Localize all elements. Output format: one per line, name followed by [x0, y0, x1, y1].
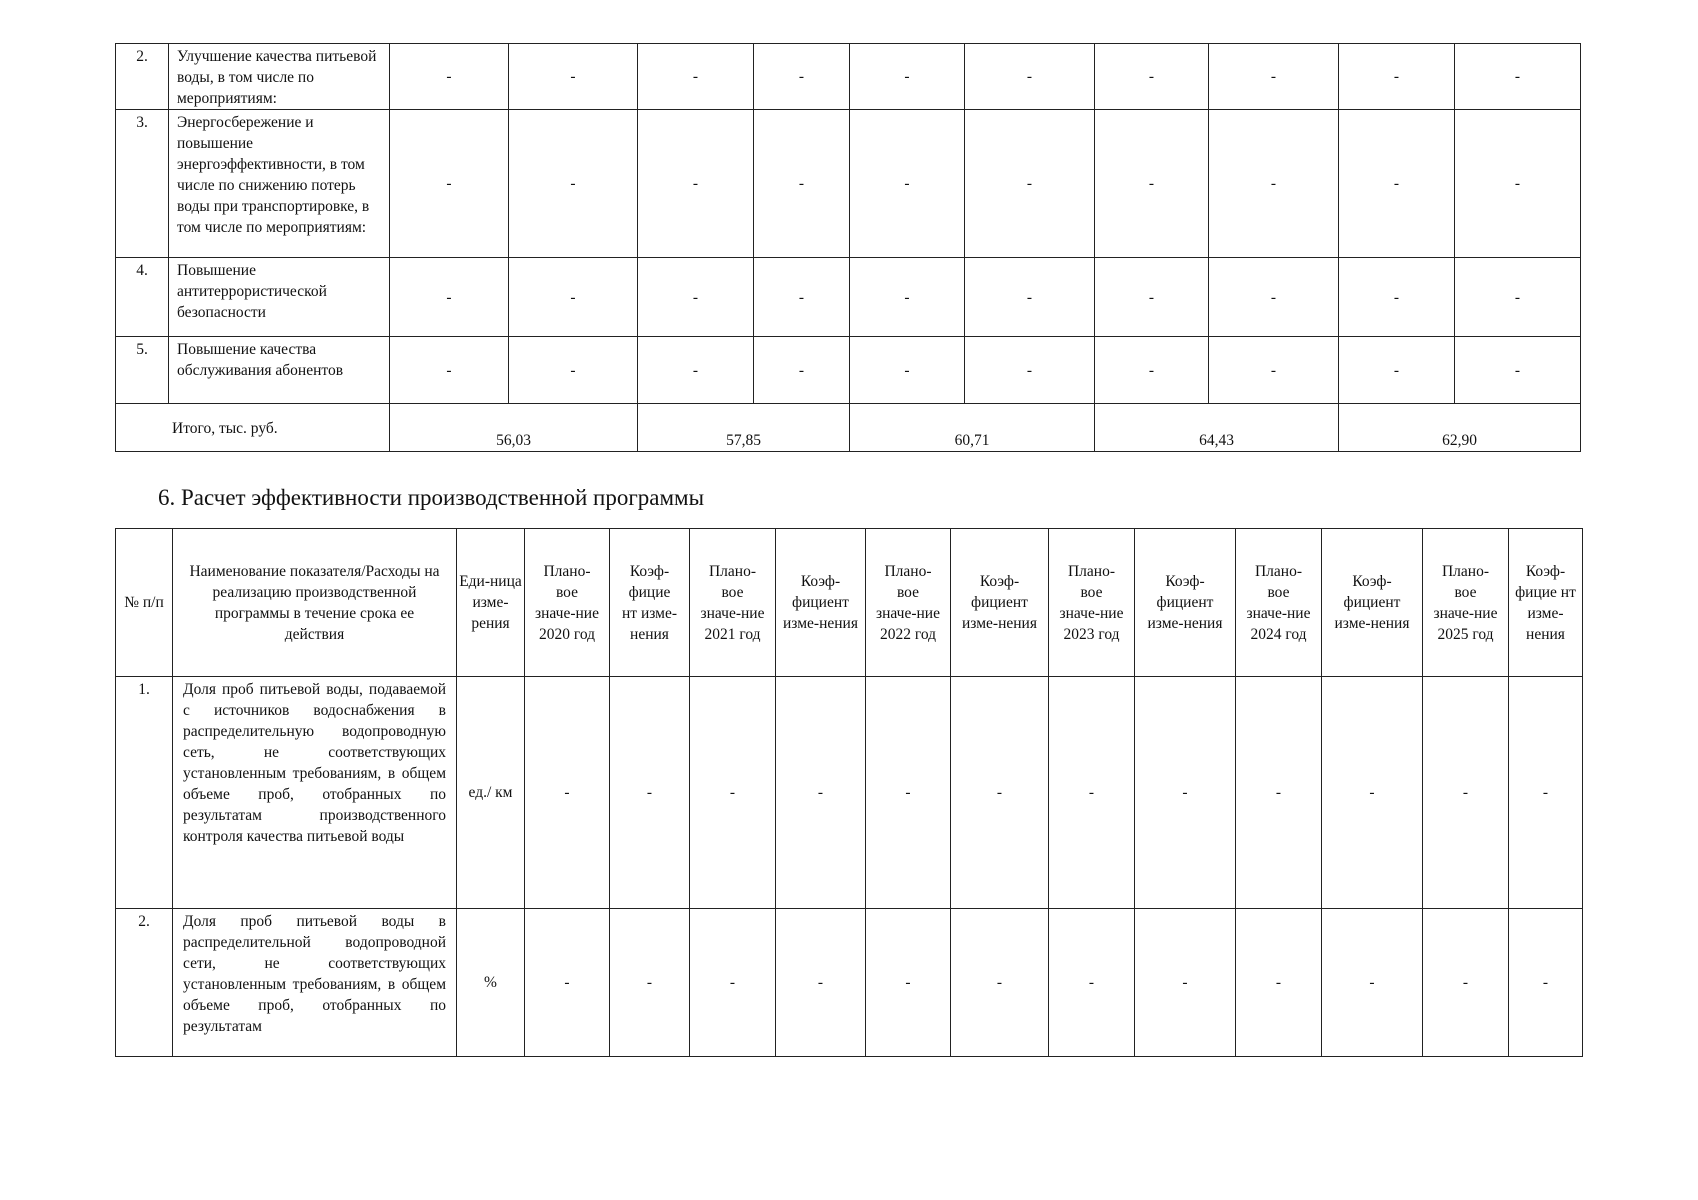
table-cell: - — [1209, 44, 1339, 110]
table-row — [116, 909, 1583, 1057]
total-value: 56,03 — [390, 404, 638, 452]
table-cell: - — [866, 677, 951, 909]
table-cell: - — [1423, 677, 1509, 909]
header-coef-2025: Коэф-фицие нт изме-нения — [1509, 529, 1583, 677]
table-cell: - — [965, 258, 1095, 337]
table-cell: - — [1322, 677, 1423, 909]
table-cell: - — [525, 909, 610, 1057]
table-cell: - — [1209, 337, 1339, 404]
table-cell: - — [1049, 677, 1135, 909]
table-cell: - — [610, 677, 690, 909]
table-cell: - — [509, 110, 638, 258]
table-cell: - — [638, 44, 754, 110]
expenses-table — [115, 43, 1581, 452]
table-cell: - — [1049, 909, 1135, 1057]
header-coef-2022: Коэф-фициент изме-нения — [951, 529, 1049, 677]
total-value: 62,90 — [1339, 404, 1581, 452]
table-cell: - — [1455, 110, 1581, 258]
table-cell: - — [776, 909, 866, 1057]
header-coef-2024: Коэф-фициент изме-нения — [1322, 529, 1423, 677]
row-name: Повышение качества обслуживания абонентов — [169, 337, 390, 404]
row-name: Повышение антитеррористической безопасности — [169, 258, 390, 337]
table-cell: - — [690, 677, 776, 909]
header-plan-2025: Плано-вое значе-ние 2025 год — [1423, 529, 1509, 677]
table-cell: - — [776, 677, 866, 909]
table-cell: - — [1135, 677, 1236, 909]
total-value: 64,43 — [1095, 404, 1339, 452]
table-cell: - — [1455, 258, 1581, 337]
table-cell: - — [390, 110, 509, 258]
table-cell: - — [951, 909, 1049, 1057]
row-unit: ед./ км — [457, 677, 525, 909]
table-cell: - — [638, 258, 754, 337]
table-cell: - — [850, 337, 965, 404]
table-cell: - — [509, 337, 638, 404]
row-name: Доля проб питьевой воды в распределительной водопроводной сети, не соответствующих установленным требованиям, в общем объеме проб, отобранных по результатам — [173, 909, 457, 1057]
table-cell: - — [390, 44, 509, 110]
table-cell: - — [754, 110, 850, 258]
table-cell: - — [509, 44, 638, 110]
table-cell: - — [1339, 110, 1455, 258]
row-number: 1. — [116, 677, 173, 909]
table-cell: - — [1209, 110, 1339, 258]
row-name: Доля проб питьевой воды, подаваемой с источников водоснабжения в распределительную водопроводную сеть, не соответствующих установленным требованиям, в общем объеме проб, отобранных по результатам производственного контроля качества питьевой воды — [173, 677, 457, 909]
header-plan-2023: Плано-вое значе-ние 2023 год — [1049, 529, 1135, 677]
row-number: 4. — [116, 258, 169, 337]
table-cell: - — [509, 258, 638, 337]
table-cell: - — [1509, 909, 1583, 1057]
table-cell: - — [638, 337, 754, 404]
header-plan-2020: Плано-вое значе-ние 2020 год — [525, 529, 610, 677]
table-cell: - — [1322, 909, 1423, 1057]
table-cell: - — [1339, 44, 1455, 110]
table-cell: - — [1455, 44, 1581, 110]
header-name: Наименование показателя/Расходы на реализацию производственной программы в течение срока ее действия — [173, 529, 457, 677]
header-plan-2024: Плано-вое значе-ние 2024 год — [1236, 529, 1322, 677]
table-cell: - — [1209, 258, 1339, 337]
header-coef-2023: Коэф-фициент изме-нения — [1135, 529, 1236, 677]
header-coef-2021: Коэф-фициент изме-нения — [776, 529, 866, 677]
table-cell: - — [965, 337, 1095, 404]
table-cell: - — [754, 44, 850, 110]
row-number: 2. — [116, 44, 169, 110]
table-cell: - — [850, 110, 965, 258]
table-cell: - — [965, 44, 1095, 110]
row-name: Улучшение качества питьевой воды, в том числе по мероприятиям: — [169, 44, 390, 110]
table-cell: - — [1339, 258, 1455, 337]
efficiency-table — [115, 528, 1583, 1057]
table-cell: - — [1339, 337, 1455, 404]
table-cell: - — [525, 677, 610, 909]
table-row — [116, 44, 1581, 110]
table-row — [116, 258, 1581, 337]
row-number: 3. — [116, 110, 169, 258]
table-cell: - — [754, 258, 850, 337]
table-cell: - — [866, 909, 951, 1057]
header-coef-2020: Коэф-фицие нт изме-нения — [610, 529, 690, 677]
table-row — [116, 677, 1583, 909]
table-row — [116, 337, 1581, 404]
total-value: 60,71 — [850, 404, 1095, 452]
row-number: 2. — [116, 909, 173, 1057]
table-cell: - — [390, 337, 509, 404]
table-row — [116, 110, 1581, 258]
header-plan-2021: Плано-вое значе-ние 2021 год — [690, 529, 776, 677]
table-cell: - — [1095, 44, 1209, 110]
table-cell: - — [850, 44, 965, 110]
table-cell: - — [1095, 110, 1209, 258]
table-cell: - — [690, 909, 776, 1057]
table-cell: - — [390, 258, 509, 337]
table-cell: - — [965, 110, 1095, 258]
table-cell: - — [638, 110, 754, 258]
total-label: Итого, тыс. руб. — [116, 404, 390, 452]
table-cell: - — [1135, 909, 1236, 1057]
table-cell: - — [1509, 677, 1583, 909]
total-row — [116, 404, 1581, 452]
header-row — [116, 529, 1583, 677]
table-cell: - — [610, 909, 690, 1057]
table-cell: - — [754, 337, 850, 404]
table-cell: - — [1423, 909, 1509, 1057]
row-unit: % — [457, 909, 525, 1057]
table-cell: - — [850, 258, 965, 337]
header-unit: Еди-ница изме-рения — [457, 529, 525, 677]
section-title: 6. Расчет эффективности производственной программы — [158, 485, 705, 510]
header-num: № п/п — [116, 529, 173, 677]
row-name: Энергосбережение и повышение энергоэффективности, в том числе по снижению потерь воды при транспортировке, в том числе по мероприятиям: — [169, 110, 390, 258]
row-number: 5. — [116, 337, 169, 404]
table-cell: - — [1095, 337, 1209, 404]
total-value: 57,85 — [638, 404, 850, 452]
table-cell: - — [1095, 258, 1209, 337]
header-plan-2022: Плано-вое значе-ние 2022 год — [866, 529, 951, 677]
table-cell: - — [1455, 337, 1581, 404]
table-cell: - — [1236, 909, 1322, 1057]
table-cell: - — [1236, 677, 1322, 909]
table-cell: - — [951, 677, 1049, 909]
